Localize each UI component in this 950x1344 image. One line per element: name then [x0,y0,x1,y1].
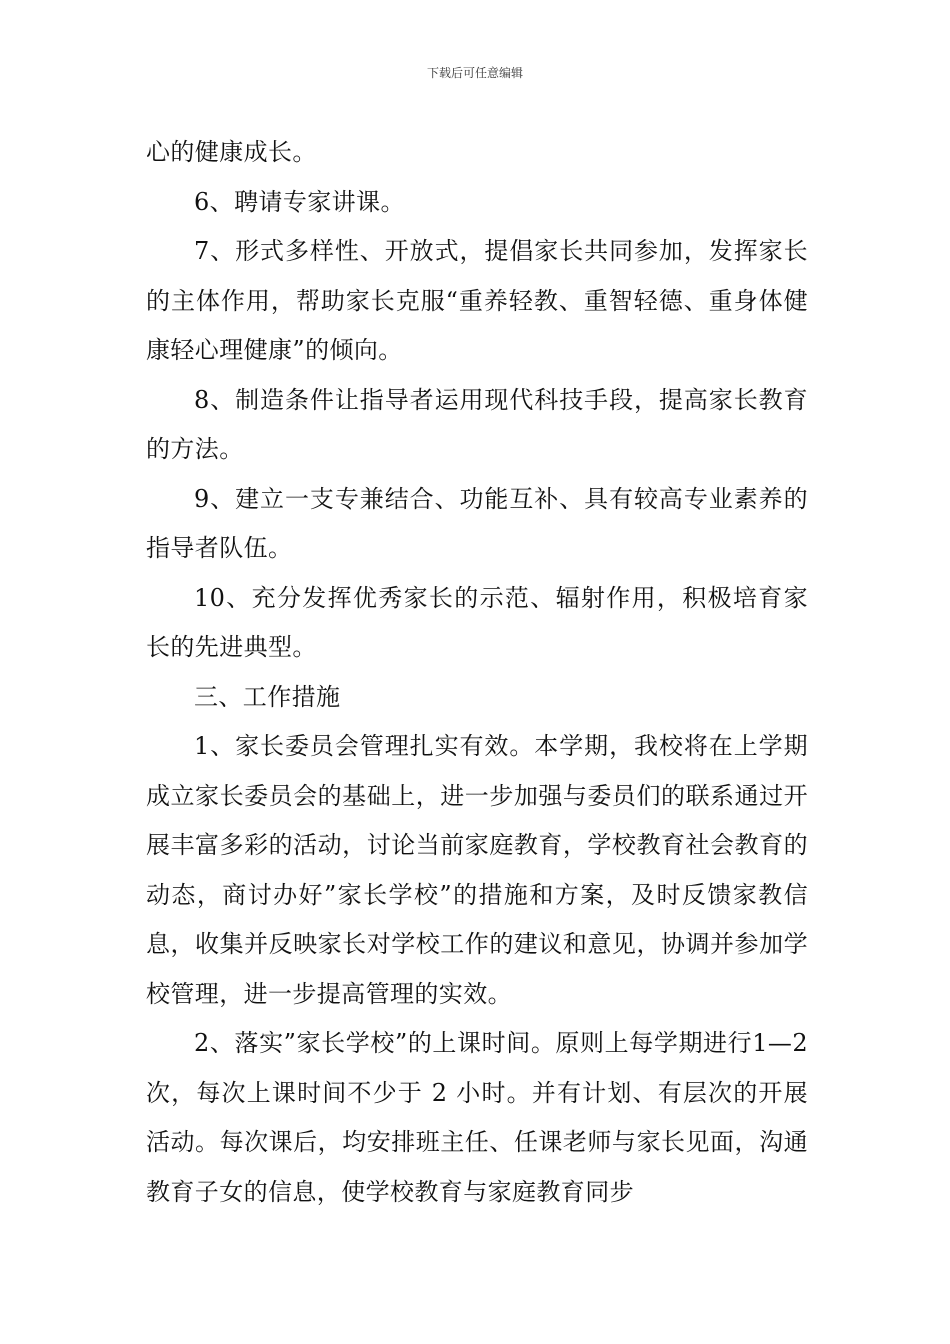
document-body [146,128,808,1217]
paragraph-3: 7、形式多样性、开放式，提倡家长共同参加，发挥家长的主体作用，帮助家长克服“重养轻教、重智轻德、重身体健康轻心理健康”的倾向。 [146,237,808,364]
paragraph-2: 6、聘请专家讲课。 [194,187,405,216]
paragraph-8: 2、落实”家长学校”的上课时间。原则上每学期进行1—2 次，每次上课时间不少于 2 小时。并有计划、有层次的开展活动。每次课后，均安排班主任、任课老师与家长见面，沟通教育子女的信息，使学校教育与家庭教育同步 [146,1029,808,1206]
section-heading: 三、工作措施 [194,682,341,711]
page-header: 下载后可任意编辑 [426,66,523,80]
paragraph-1: 心的健康成长。 [146,138,317,166]
paragraph-5: 9、建立一支专兼结合、功能互补、具有较高专业素养的指导者队伍。 [146,484,808,562]
paragraph-6: 10、充分发挥优秀家长的示范、辐射作用，积极培育家长的先进典型。 [146,583,808,661]
paragraph-4: 8、制造条件让指导者运用现代科技手段，提高家长教育的方法。 [146,385,808,463]
paragraph-7: 1、家长委员会管理扎实有效。本学期，我校将在上学期成立家长委员会的基础上，进一步加强与委员们的联系通过开展丰富多彩的活动，讨论当前家庭教育，学校教育社会教育的动态，商讨办好”家长学校”的措施和方案，及时反馈家教信息，收集并反映家长对学校工作的建议和意见，协调并参加学校管理，进一步提高管理的实效。 [146,732,808,1008]
